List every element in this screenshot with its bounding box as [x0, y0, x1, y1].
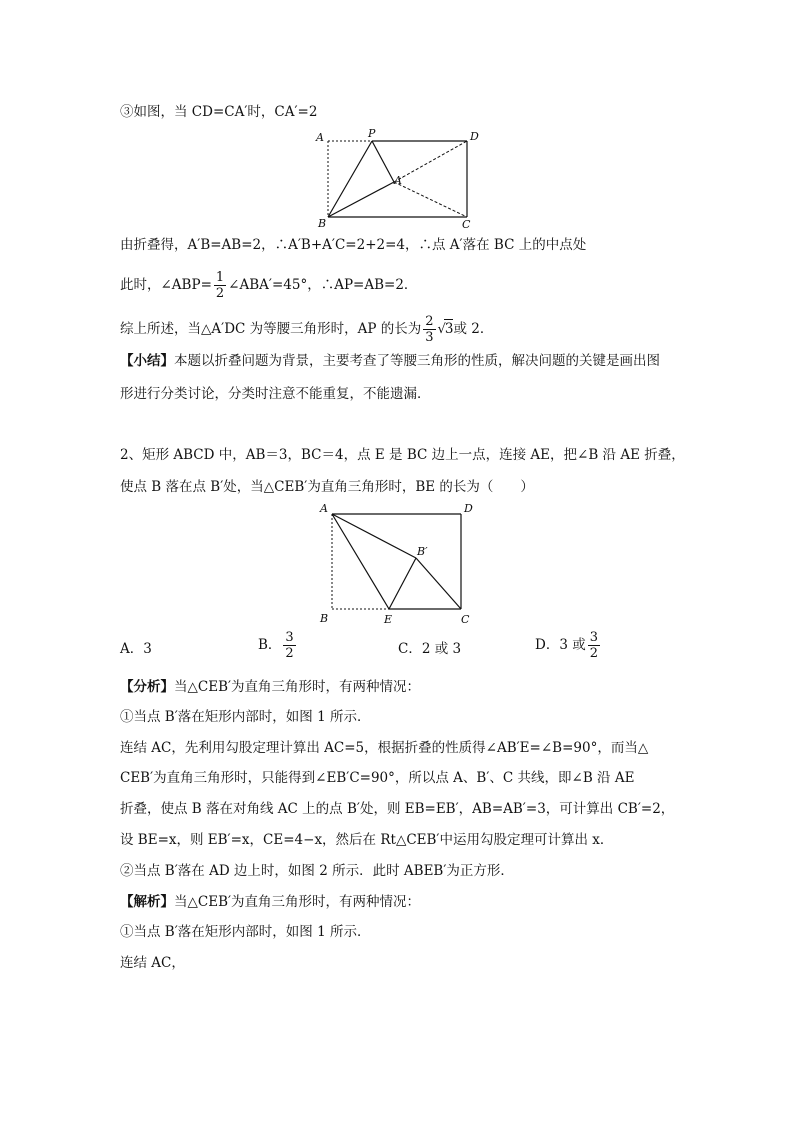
analysis-l1: 【分析】当△CEB′为直角三角形时，有两种情况： — [120, 679, 421, 695]
label-A: A — [316, 131, 324, 144]
figure-1-rectangle-fold — [310, 128, 485, 230]
label-D: D — [470, 130, 479, 143]
option-b: B． $\frac{3}{2}$ — [258, 630, 294, 661]
label-P: P — [368, 128, 376, 140]
option-a: A．3 — [120, 641, 152, 657]
fraction-two-thirds: $\frac{2}{3}$ — [425, 314, 434, 345]
analysis-l3: 连结 AC，先利用勾股定理计算出 AC=5，根据折叠的性质得∠AB′E=∠B=90°，而当△ — [120, 740, 649, 756]
question2-line1: 2、矩形 ABCD 中，AB＝3，BC＝4，点 E 是 BC 边上一点，连接 AE，把∠B 沿 AE 折叠， — [120, 447, 685, 463]
label-C: C — [462, 218, 471, 230]
label-A-prime: A′ — [394, 174, 405, 187]
option-c: C．2 或 3 — [398, 641, 462, 657]
section3-summary: 综上所述，当△A′DC 为等腰三角形时，AP 的长为 $\frac{2}{3}$ √3或 2． — [120, 314, 494, 345]
label-B: B — [320, 612, 329, 625]
label-C: C — [461, 613, 470, 626]
label-E: E — [384, 613, 393, 626]
fraction-half: $\frac{1}{2}$ — [215, 270, 225, 301]
solution-l3: 连结 AC， — [120, 955, 185, 971]
analysis-l4: CEB′为直角三角形时，只能得到∠EB′C=90°，所以点 A、B′、C 共线，即∠B 沿 AE — [120, 770, 635, 786]
section3-this-time: 此时，∠ABP= $\frac{1}{2}$ ∠ABA′=45°，∴AP=AB=2． — [120, 270, 418, 301]
section3-fold-line: 由折叠得，A′B=AB=2，∴A′B+A′C=2+2=4，∴点 A′落在 BC 上的中点处 — [120, 237, 587, 253]
note-line-2: 形进行分类讨论，分类时注意不能重复，不能遗漏． — [120, 386, 431, 402]
solution-l2: ①当点 B′落在矩形内部时，如图 1 所示． — [120, 924, 371, 940]
analysis-l6: 设 BE=x，则 EB′=x，CE=4−x，然后在 Rt△CEB′中运用勾股定理可计算出 x． — [120, 832, 614, 848]
label-A: A — [320, 502, 328, 515]
note-line-1: 【小结】本题以折叠问题为背景，主要考查了等腰三角形的性质，解决问题的关键是画出图 — [120, 353, 660, 369]
option-d: D．3 或 $\frac{3}{2}$ — [535, 630, 598, 661]
label-D: D — [464, 502, 473, 515]
label-B-prime: B′ — [417, 545, 428, 558]
solution-l1: 【解析】当△CEB′为直角三角形时，有两种情况： — [120, 894, 421, 910]
figure-2-rectangle-fold — [315, 500, 485, 628]
question2-line2: 使点 B 落在点 B′处，当△CEB′为直角三角形时，BE 的长为（ ） — [120, 479, 534, 495]
section3-intro: ③如图，当 CD=CA′时，CA′=2 — [120, 104, 318, 120]
analysis-l7: ②当点 B′落在 AD 边上时，如图 2 所示．此时 ABEB′为正方形． — [120, 863, 514, 879]
analysis-l2: ①当点 B′落在矩形内部时，如图 1 所示． — [120, 709, 371, 725]
label-B: B — [318, 217, 327, 230]
analysis-l5: 折叠，使点 B 落在对角线 AC 上的点 B′处，则 EB=EB′，AB=AB′=3，可计算出 CB′=2， — [120, 801, 675, 817]
